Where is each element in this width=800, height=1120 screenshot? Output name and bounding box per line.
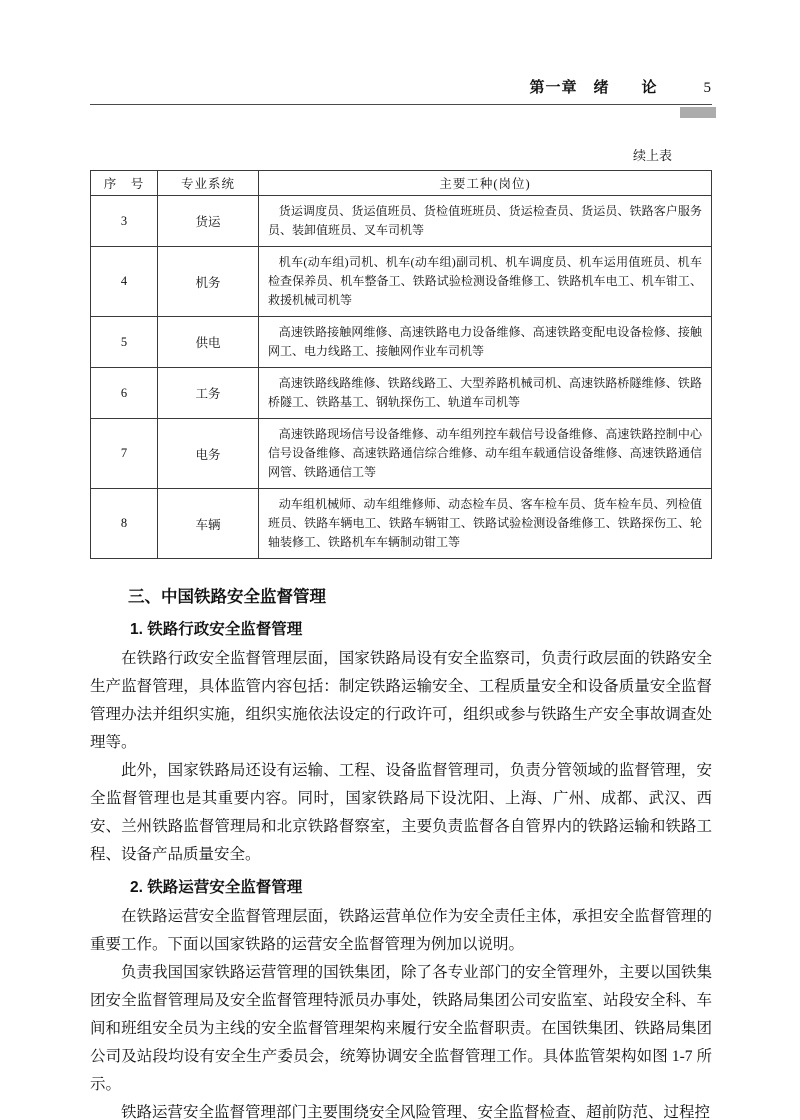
row-jobs: 货运调度员、货运值班员、货检值班班员、货运检查员、货运员、铁路客户服务员、装卸值班员、叉车司机等 xyxy=(259,196,712,247)
col-header-jobs: 主要工种(岗位) xyxy=(259,171,712,196)
row-jobs: 机车(动车组)司机、机车(动车组)副司机、机车调度员、机车运用值班员、机车检查保养员、机车整备工、铁路试验检测设备维修工、铁路机车电工、机车钳工、救援机械司机等 xyxy=(259,247,712,317)
table-header-row xyxy=(91,171,712,196)
subsection-1-heading: 1. 铁路行政安全监督管理 xyxy=(130,621,303,638)
row-no: 8 xyxy=(91,489,158,559)
row-system: 电务 xyxy=(158,419,259,489)
row-jobs: 高速铁路线路维修、铁路线路工、大型养路机械司机、高速铁路桥隧维修、铁路桥隧工、铁路基工、钢轨探伤工、轨道车司机等 xyxy=(259,368,712,419)
header-accent-block xyxy=(680,107,716,118)
page-header xyxy=(90,76,712,97)
row-system: 工务 xyxy=(158,368,259,419)
paragraph-4: 负责我国国家铁路运营管理的国铁集团，除了各专业部门的安全管理外，主要以国铁集团安全监督管理局及安全监督管理特派员办事处，铁路局集团公司安监室、站段安全科、车间和班组安全员为主线的安全监督管理架构来履行安全监督职责。在国铁集团、铁路局集团公司及站段均设有安全生产委员会，统筹协调安全监督管理工作。具体监管架构如图 1-7 所示。 xyxy=(90,964,712,1093)
page-number: 5 xyxy=(703,80,712,96)
body-text xyxy=(90,583,712,1120)
col-header-system: 专业系统 xyxy=(158,171,259,196)
subsection-2-heading: 2. 铁路运营安全监督管理 xyxy=(130,879,303,896)
row-jobs: 动车组机械师、动车组维修师、动态检车员、客车检车员、货车检车员、列检值班员、铁路车辆电工、铁路车辆钳工、铁路试验检测设备维修工、铁路探伤工、轮轴装修工、铁路机车车辆制动钳工等 xyxy=(259,489,712,559)
chapter-title: 第一章 绪 论 xyxy=(529,79,658,96)
table-row xyxy=(91,196,712,247)
row-jobs: 高速铁路现场信号设备维修、动车组列控车载信号设备维修、高速铁路控制中心信号设备维修、高速铁路通信综合维修、动车组车载通信设备维修、高速铁路通信网管、铁路通信工等 xyxy=(259,419,712,489)
table-continuation-note: 续上表 xyxy=(632,148,672,163)
row-no: 6 xyxy=(91,368,158,419)
table-row xyxy=(91,247,712,317)
table-row xyxy=(91,368,712,419)
row-system: 货运 xyxy=(158,196,259,247)
jobs-table xyxy=(90,170,712,559)
table-row xyxy=(91,317,712,368)
paragraph-3: 在铁路运营安全监督管理层面，铁路运营单位作为安全责任主体，承担安全监督管理的重要工作。下面以国家铁路的运营安全监督管理为例加以说明。 xyxy=(90,908,712,953)
row-system: 供电 xyxy=(158,317,259,368)
header-rule xyxy=(90,104,712,121)
row-jobs: 高速铁路接触网维修、高速铁路电力设备维修、高速铁路变配电设备检修、接触网工、电力线路工、接触网作业车司机等 xyxy=(259,317,712,368)
paragraph-2: 此外，国家铁路局还设有运输、工程、设备监督管理司，负责分管领域的监督管理，安全监督管理也是其重要内容。同时，国家铁路局下设沈阳、上海、广州、成都、武汉、西安、兰州铁路监督管理局和北京铁路督察室，主要负责监督各自管界内的铁路运输和铁路工程、设备产品质量安全。 xyxy=(90,762,712,863)
table-row xyxy=(91,489,712,559)
section-heading: 三、中国铁路安全监督管理 xyxy=(128,588,326,606)
table-row xyxy=(91,419,712,489)
row-no: 5 xyxy=(91,317,158,368)
paragraph-5: 铁路运营安全监督管理部门主要围绕安全风险管理、安全监督检查、超前防范、过程控 xyxy=(121,1104,711,1120)
row-no: 3 xyxy=(91,196,158,247)
row-system: 车辆 xyxy=(158,489,259,559)
row-system: 机务 xyxy=(158,247,259,317)
row-no: 7 xyxy=(91,419,158,489)
row-no: 4 xyxy=(91,247,158,317)
paragraph-1: 在铁路行政安全监督管理层面，国家铁路局设有安全监察司，负责行政层面的铁路安全生产监督管理，具体监管内容包括：制定铁路运输安全、工程质量安全和设备质量安全监督管理办法并组织实施，组织实施依法设定的行政许可，组织或参与铁路生产安全事故调查处理等。 xyxy=(90,650,712,751)
col-header-no: 序 号 xyxy=(91,171,158,196)
